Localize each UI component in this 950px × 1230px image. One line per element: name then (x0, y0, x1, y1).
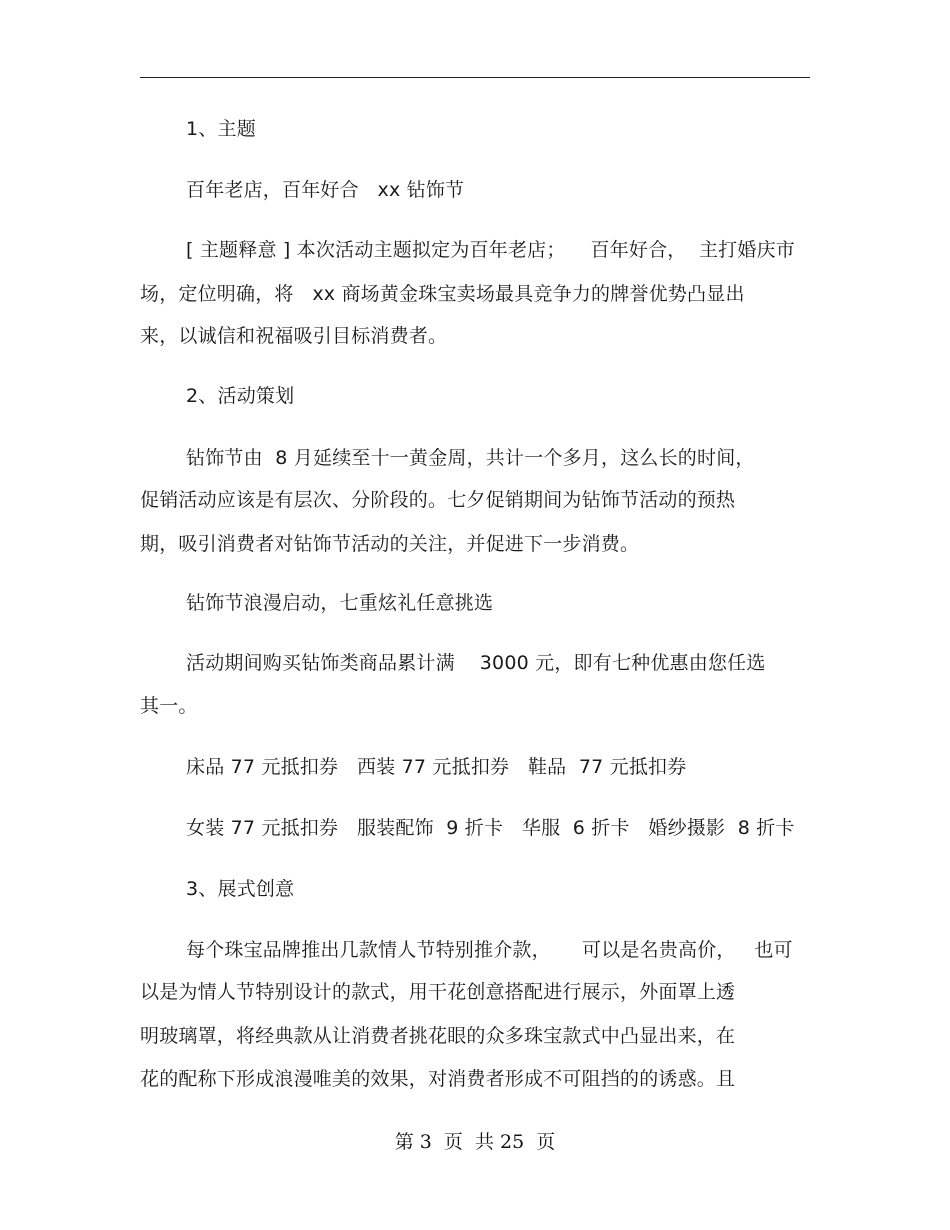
page-number: 第 3 页 共 25 页 (394, 1131, 556, 1153)
paragraph-line: 其一。 (140, 695, 198, 717)
paragraph-line: 场，定位明确，将 xx 商场黄金珠宝卖场最具竞争力的牌誉优势凸显出 (140, 283, 745, 305)
paragraph-line: 期，吸引消费者对钻饰节活动的关注，并促进下一步消费。 (140, 533, 640, 555)
offer-line: 女装 77 元抵扣券 服装配饰 9 折卡 华服 6 折卡 婚纱摄影 8 折卡 (186, 817, 795, 839)
paragraph-line: 每个珠宝品牌推出几款情人节特别推介款， 可以是名贵高价， 也可 (186, 939, 793, 961)
paragraph-line: 活动期间购买钻饰类商品累计满 3000 元，即有七种优惠由您任选 (186, 652, 766, 674)
header-rule (140, 77, 810, 78)
theme-title: 百年老店，百年好合 xx 钻饰节 (186, 179, 465, 201)
offer-line: 床品 77 元抵扣券 西装 77 元抵扣券 鞋品 77 元抵扣券 (186, 756, 687, 778)
paragraph-line: 促销活动应该是有层次、分阶段的。七夕促销期间为钻饰节活动的预热 (140, 489, 736, 511)
paragraph-line: 以是为情人节特别设计的款式，用干花创意搭配进行展示，外面罩上透 (140, 981, 736, 1003)
paragraph-line: 来，以诚信和祝福吸引目标消费者。 (140, 325, 448, 347)
paragraph-line: [ 主题释意 ] 本次活动主题拟定为百年老店； 百年好合， 主打婚庆市 (186, 239, 795, 261)
paragraph-line: 钻饰节由 8 月延续至十一黄金周，共计一个多月，这么长的时间， (186, 447, 755, 469)
paragraph-line: 花的配称下形成浪漫唯美的效果，对消费者形成不可阻挡的的诱惑。且 (140, 1068, 736, 1090)
section-heading-planning: 2、活动策划 (186, 385, 295, 407)
paragraph-line: 明玻璃罩，将经典款从让消费者挑花眼的众多珠宝款式中凸显出来，在 (140, 1025, 736, 1047)
section-heading-display: 3、展式创意 (186, 878, 295, 900)
paragraph-line: 钻饰节浪漫启动，七重炫礼任意挑选 (186, 592, 494, 614)
section-heading-theme: 1、主题 (186, 118, 256, 140)
